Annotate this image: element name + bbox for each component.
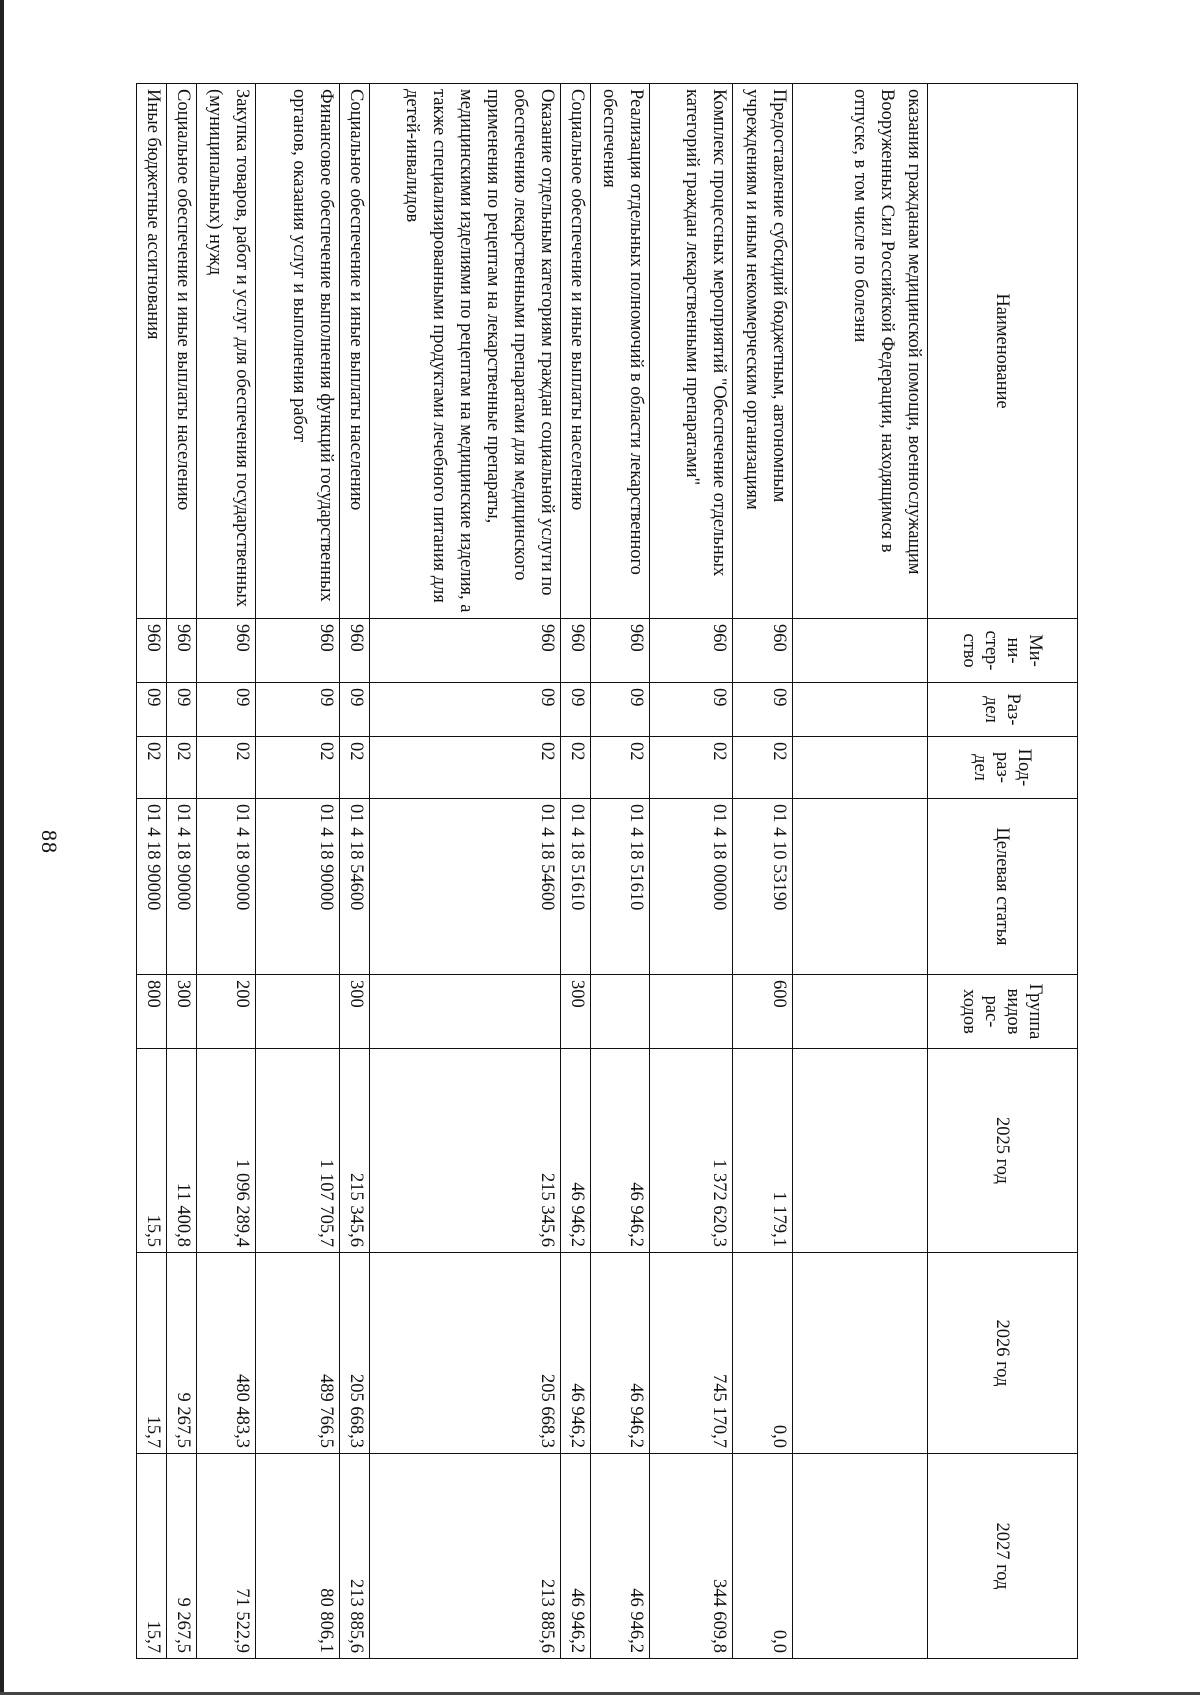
- cell-ministry: 960: [197, 619, 255, 683]
- cell-target: 01 4 18 54600: [370, 799, 561, 975]
- cell-2027: 71 522,9: [197, 1454, 255, 1659]
- cell-2027: 344 609,8: [649, 1454, 732, 1659]
- cell-2025: 1 107 705,7: [255, 1049, 339, 1253]
- header-group: Группа видов рас- ходов: [928, 975, 1078, 1049]
- cell-2026: 480 483,3: [197, 1253, 255, 1454]
- table-row: [591, 84, 649, 1659]
- cell-name: оказания гражданам медицинской помощи, военнослужащим Вооруженных Сил Российской Федерации, находящимся в отпуске, в том числе по болезни: [793, 84, 928, 619]
- cell-razdel: 09: [167, 683, 197, 737]
- header-podrazdel: Под- раз- дел: [928, 737, 1078, 799]
- cell-razdel: 09: [733, 683, 793, 737]
- cell-group: 200: [197, 975, 255, 1049]
- cell-podrazdel: 02: [561, 737, 591, 799]
- cell-2025: 11 400,8: [167, 1049, 197, 1253]
- cell-name: Социальное обеспечение и иные выплаты населению: [340, 84, 370, 619]
- cell-2026: 46 946,2: [561, 1253, 591, 1454]
- cell-2025: 46 946,2: [561, 1049, 591, 1253]
- header-2027: 2027 год: [928, 1454, 1078, 1659]
- cell-2025: 1 372 620,3: [649, 1049, 732, 1253]
- cell-target: 01 4 18 90000: [137, 799, 167, 975]
- cell-name: Предоставление субсидий бюджетным, автономным учреждениям и иным некоммерческим организациям: [733, 84, 793, 619]
- cell-razdel: 09: [137, 683, 167, 737]
- cell-name: Реализация отдельных полномочий в области лекарственного обеспечения: [591, 84, 649, 619]
- cell-podrazdel: 02: [255, 737, 339, 799]
- cell-group: 300: [167, 975, 197, 1049]
- table-row: [340, 84, 370, 1659]
- cell-2026: [793, 1253, 928, 1454]
- cell-target: 01 4 18 00000: [649, 799, 732, 975]
- header-2025: 2025 год: [928, 1049, 1078, 1253]
- cell-group: [370, 975, 561, 1049]
- header-name: Наименование: [928, 84, 1078, 619]
- cell-name: Социальное обеспечение и иные выплаты населению: [167, 84, 197, 619]
- cell-2026: 9 267,5: [167, 1253, 197, 1454]
- cell-2027: 46 946,2: [591, 1454, 649, 1659]
- cell-2027: 80 806,1: [255, 1454, 339, 1659]
- cell-ministry: 960: [561, 619, 591, 683]
- cell-podrazdel: 02: [649, 737, 732, 799]
- cell-2027: 213 885,6: [340, 1454, 370, 1659]
- cell-2025: 1 179,1: [733, 1049, 793, 1253]
- cell-2026: 205 668,3: [340, 1253, 370, 1454]
- cell-2025: [793, 1049, 928, 1253]
- cell-podrazdel: 02: [370, 737, 561, 799]
- cell-target: 01 4 18 51610: [591, 799, 649, 975]
- cell-podrazdel: 02: [137, 737, 167, 799]
- scan-edge-left: [0, 0, 4, 1695]
- table-row: [370, 84, 561, 1659]
- cell-group: 600: [733, 975, 793, 1049]
- cell-ministry: 960: [137, 619, 167, 683]
- table-row: [137, 84, 167, 1659]
- cell-2027: 15,7: [137, 1454, 167, 1659]
- cell-group: 300: [561, 975, 591, 1049]
- cell-2026: 489 766,5: [255, 1253, 339, 1454]
- cell-podrazdel: 02: [167, 737, 197, 799]
- table-row: [197, 84, 255, 1659]
- cell-2025: 46 946,2: [591, 1049, 649, 1253]
- cell-razdel: 09: [649, 683, 732, 737]
- cell-ministry: 960: [649, 619, 732, 683]
- cell-name: Иные бюджетные ассигнования: [137, 84, 167, 619]
- cell-podrazdel: 02: [197, 737, 255, 799]
- cell-razdel: 09: [340, 683, 370, 737]
- cell-group: 300: [340, 975, 370, 1049]
- rotated-table-wrapper: [136, 83, 1078, 1658]
- cell-group: [255, 975, 339, 1049]
- cell-razdel: 09: [197, 683, 255, 737]
- table-row: [649, 84, 732, 1659]
- cell-2025: 15,5: [137, 1049, 167, 1253]
- cell-name: Социальное обеспечение и иные выплаты населению: [561, 84, 591, 619]
- table-header-row: [928, 84, 1078, 1659]
- cell-target: 01 4 18 51610: [561, 799, 591, 975]
- cell-2027: 9 267,5: [167, 1454, 197, 1659]
- page-number: 88: [37, 830, 62, 854]
- cell-2026: 46 946,2: [591, 1253, 649, 1454]
- cell-group: [649, 975, 732, 1049]
- cell-razdel: 09: [591, 683, 649, 737]
- cell-target: 01 4 10 53190: [733, 799, 793, 975]
- table-row: [255, 84, 339, 1659]
- cell-razdel: [793, 683, 928, 737]
- cell-razdel: 09: [255, 683, 339, 737]
- cell-name: Закупка товаров, работ и услуг для обеспечения государственных (муниципальных) нужд: [197, 84, 255, 619]
- cell-razdel: 09: [561, 683, 591, 737]
- cell-2027: 46 946,2: [561, 1454, 591, 1659]
- cell-name: Финансовое обеспечение выполнения функций государственных органов, оказания услуг и выполнения работ: [255, 84, 339, 619]
- cell-podrazdel: [793, 737, 928, 799]
- cell-name: Оказание отдельным категориям граждан социальной услуги по обеспечению лекарственными препаратами для медицинского применения по рецептам на лекарственные препараты, медицинскими изделиями по рецептам на медицинские изделия, а также специализированными продуктами лечебного питания для детей-инвалидов: [370, 84, 561, 619]
- cell-2026: 15,7: [137, 1253, 167, 1454]
- cell-ministry: 960: [255, 619, 339, 683]
- cell-target: 01 4 18 90000: [197, 799, 255, 975]
- cell-ministry: 960: [370, 619, 561, 683]
- table-row: [167, 84, 197, 1659]
- cell-target: 01 4 18 90000: [255, 799, 339, 975]
- header-ministry: Ми- ни- стер- ство: [928, 619, 1078, 683]
- cell-group: [591, 975, 649, 1049]
- cell-ministry: 960: [340, 619, 370, 683]
- header-2026: 2026 год: [928, 1253, 1078, 1454]
- cell-podrazdel: 02: [733, 737, 793, 799]
- cell-2026: 0,0: [733, 1253, 793, 1454]
- cell-ministry: [793, 619, 928, 683]
- cell-name: Комплекс процессных мероприятий "Обеспечение отдельных категорий граждан лекарственными препаратами": [649, 84, 732, 619]
- cell-2025: 215 345,6: [340, 1049, 370, 1253]
- cell-razdel: 09: [370, 683, 561, 737]
- cell-target: 01 4 18 54600: [340, 799, 370, 975]
- table-row: [733, 84, 793, 1659]
- budget-table: [136, 83, 1078, 1659]
- cell-group: [793, 975, 928, 1049]
- cell-2026: 745 170,7: [649, 1253, 732, 1454]
- cell-2026: 205 668,3: [370, 1253, 561, 1454]
- table-body: [137, 84, 928, 1659]
- cell-ministry: 960: [167, 619, 197, 683]
- cell-2025: 215 345,6: [370, 1049, 561, 1253]
- header-target: Целевая статья: [928, 799, 1078, 975]
- cell-podrazdel: 02: [340, 737, 370, 799]
- cell-target: 01 4 18 90000: [167, 799, 197, 975]
- table-row: [561, 84, 591, 1659]
- cell-podrazdel: 02: [591, 737, 649, 799]
- cell-ministry: 960: [733, 619, 793, 683]
- cell-group: 800: [137, 975, 167, 1049]
- cell-2027: 0,0: [733, 1454, 793, 1659]
- cell-2027: [793, 1454, 928, 1659]
- cell-2025: 1 096 289,4: [197, 1049, 255, 1253]
- cell-2027: 213 885,6: [370, 1454, 561, 1659]
- cell-ministry: 960: [591, 619, 649, 683]
- header-razdel: Раз- дел: [928, 683, 1078, 737]
- cell-target: [793, 799, 928, 975]
- table-row: [793, 84, 928, 1659]
